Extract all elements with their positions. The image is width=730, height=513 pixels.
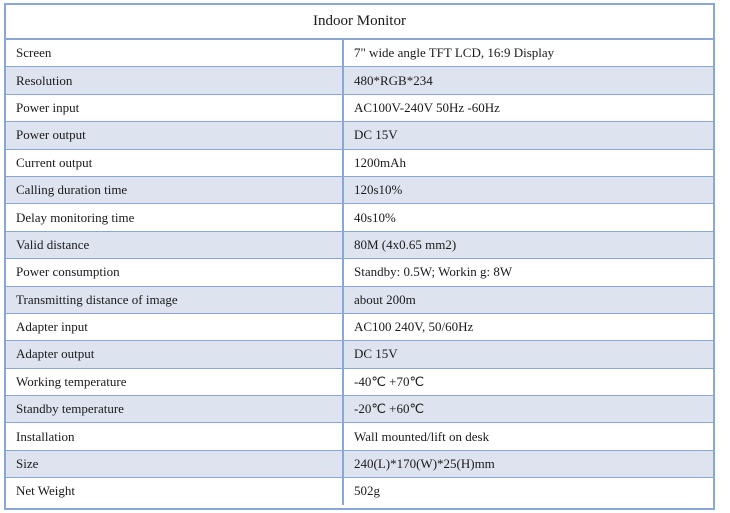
row-value: 480*RGB*234 <box>343 67 713 94</box>
row-value: 80M (4x0.65 mm2) <box>343 231 713 258</box>
row-label: Standby temperature <box>6 396 343 423</box>
row-label: Size <box>6 450 343 477</box>
row-label: Adapter output <box>6 341 343 368</box>
row-value: AC100 240V, 50/60Hz <box>343 313 713 340</box>
row-label: Delay monitoring time <box>6 204 343 231</box>
spec-sheet <box>4 3 715 510</box>
table-row <box>6 231 713 258</box>
table-row <box>6 122 713 149</box>
table-row <box>6 176 713 203</box>
row-label: Power input <box>6 94 343 121</box>
row-label: Valid distance <box>6 231 343 258</box>
table-row <box>6 286 713 313</box>
row-value: 1200mAh <box>343 149 713 176</box>
table-row <box>6 368 713 395</box>
table-row <box>6 341 713 368</box>
table-row <box>6 94 713 121</box>
row-label: Screen <box>6 40 343 67</box>
table-row <box>6 67 713 94</box>
row-label: Transmitting distance of image <box>6 286 343 313</box>
row-value: about 200m <box>343 286 713 313</box>
table-row <box>6 40 713 67</box>
row-value: -20℃ +60℃ <box>343 396 713 423</box>
row-label: Installation <box>6 423 343 450</box>
row-value: Standby: 0.5W; Workin g: 8W <box>343 259 713 286</box>
row-value: Wall mounted/lift on desk <box>343 423 713 450</box>
table-row <box>6 423 713 450</box>
row-value: DC 15V <box>343 122 713 149</box>
row-value: 40s10% <box>343 204 713 231</box>
table-row <box>6 396 713 423</box>
row-value: 120s10% <box>343 176 713 203</box>
table-row <box>6 204 713 231</box>
row-value: AC100V-240V 50Hz -60Hz <box>343 94 713 121</box>
row-label: Resolution <box>6 67 343 94</box>
table-row <box>6 149 713 176</box>
row-label: Working temperature <box>6 368 343 395</box>
row-label: Power consumption <box>6 259 343 286</box>
row-label: Current output <box>6 149 343 176</box>
table-row <box>6 450 713 477</box>
spec-table <box>6 40 713 505</box>
row-value: 502g <box>343 478 713 505</box>
row-value: 240(L)*170(W)*25(H)mm <box>343 450 713 477</box>
row-value: DC 15V <box>343 341 713 368</box>
row-label: Calling duration time <box>6 176 343 203</box>
row-value: 7" wide angle TFT LCD, 16:9 Display <box>354 45 555 61</box>
table-row <box>6 478 713 505</box>
row-value: -40℃ +70℃ <box>343 368 713 395</box>
row-label: Adapter input <box>6 313 343 340</box>
row-label: Power output <box>6 122 343 149</box>
row-label: Net Weight <box>6 478 343 505</box>
table-row <box>6 259 713 286</box>
table-row <box>6 313 713 340</box>
table-title: Indoor Monitor <box>6 5 713 40</box>
